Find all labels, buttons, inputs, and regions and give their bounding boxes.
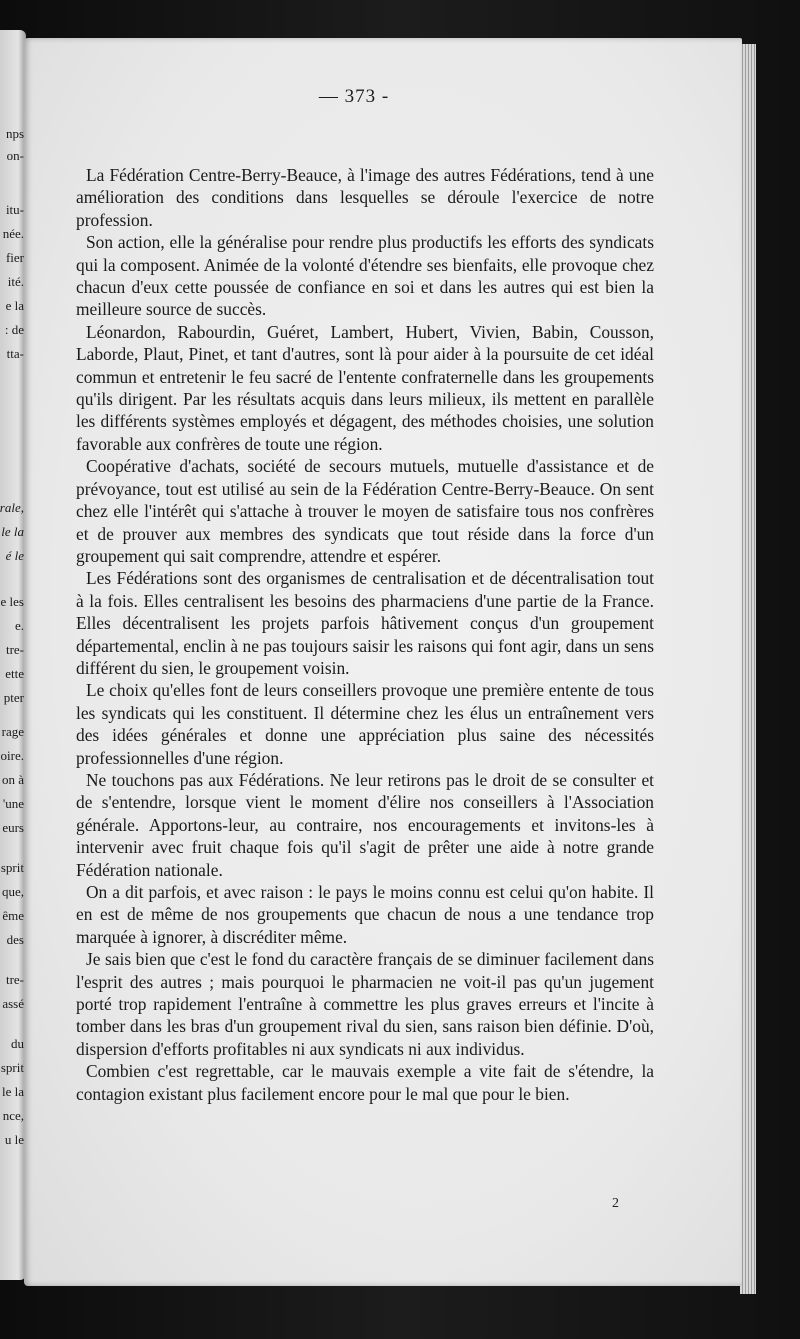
facing-page-text: sprit: [0, 1060, 24, 1075]
facing-page-text: que,: [1, 884, 24, 899]
facing-page-text: rage: [1, 724, 24, 739]
facing-page-text: 'une: [2, 796, 24, 811]
page-number: — 373 -: [318, 86, 390, 107]
facing-page-text: tre-: [5, 642, 24, 657]
facing-page-text: pter: [3, 690, 24, 705]
facing-page-text: ette: [5, 666, 24, 681]
facing-page-text: tre-: [5, 972, 24, 987]
facing-page-text: e.: [14, 618, 24, 633]
body-text: [76, 164, 654, 1105]
facing-page-text: nps: [5, 126, 24, 141]
facing-page-text: ême: [2, 908, 24, 923]
facing-page-text: on-: [6, 148, 24, 163]
paragraph: Les Fédérations sont des organismes de centralisation et de décentralisation tout à la fois. Elles centralisent les besoins des pharmaciens d'une partie de la France. Elles décentralisent les projets parfois hâtivement conçus d'un groupement départemental, enclin à ne pas toujours saisir les raisons qui font agir, dans un sens différent du sien, le groupement voisin.: [76, 568, 654, 678]
book-page: [24, 38, 742, 1286]
facing-page-text: u le: [4, 1132, 24, 1147]
paragraph: Je sais bien que c'est le fond du caractère français de se diminuer facilement dans l'esprit des autres ; mais pourquoi le pharmacien ne voit-il pas qu'un jugement porté trop rapidement l'entraîne à commettre les plus graves erreurs et l'incite à tomber dans les bras d'un groupement rival du sien, sans raison bien définie. D'où, dispersion d'efforts profitables ni aux syndicats ni aux individus.: [76, 949, 654, 1059]
facing-page-text: le la: [1, 524, 24, 539]
page-stack-edges: [740, 44, 756, 1294]
paragraph: Ne touchons pas aux Fédérations. Ne leur retirons pas le droit de se consulter et de s'entendre, lorsque vient le moment d'élire nos conseillers à l'Association générale. Apportons-leur, au contraire, nos encouragements et invitons-les à intervenir avec fruit chaque fois qu'il s'agit de prêter une aide à notre grande Fédération nationale.: [76, 769, 654, 880]
facing-page-text: ité.: [7, 274, 24, 289]
paragraph: Son action, elle la généralise pour rendre plus productifs les efforts des syndicats qui la composent. Animée de la volonté d'étendre ses bienfaits, elle provoque chez chacun d'eux cette poussée de confiance en soi et dans les autres qui est bien la meilleure source de succès.: [76, 232, 654, 320]
facing-page-text: tta-: [6, 346, 24, 361]
paragraph: Combien c'est regrettable, car le mauvais exemple a vite fait de s'étendre, la contagion existant plus facilement encore pour le mal que pour le bien.: [76, 1061, 654, 1104]
facing-page-text: assé: [2, 996, 24, 1011]
facing-page-text: é le: [5, 548, 24, 563]
facing-page-text: : de: [4, 322, 24, 337]
signature-mark: 2: [612, 1196, 619, 1211]
facing-page-text: sprit: [0, 860, 24, 875]
paragraph: Le choix qu'elles font de leurs conseillers provoque une première entente de tous les syndicats qui les constituent. Il détermine chez les élus un entraînement vers des idées générales et donne une appréciation plus saine des nécessités professionnelles d'une région.: [76, 680, 654, 768]
facing-page-text: e la: [5, 298, 24, 313]
facing-page-text: fier: [5, 250, 24, 265]
facing-page-text: on à: [1, 772, 24, 787]
facing-page-text: e les: [0, 594, 24, 609]
paragraph: Coopérative d'achats, société de secours mutuels, mutuelle d'assistance et de prévoyance, tout est utilisé au sein de la Fédération Centre-Berry-Beauce. On sent chez elle l'intérêt qui s'attache à trouver le moyen de satisfaire tous nos confrères et de prouver aux membres des syndicats que tout réside dans la force d'un groupement qui sait comprendre, attendre et espérer.: [76, 456, 654, 566]
facing-page-text: itu-: [5, 202, 24, 217]
paragraph: On a dit parfois, et avec raison : le pays le moins connu est celui qu'on habite. Il en est de même de nos groupements que chacun de nous a une tendance trop marquée à ignorer, à discréditer même.: [76, 882, 654, 947]
facing-page-text: le la: [1, 1084, 24, 1099]
paragraph: Léonardon, Rabourdin, Guéret, Lambert, Hubert, Vivien, Babin, Cousson, Laborde, Plaut, Pinet, et tant d'autres, sont là pour aider à la poursuite de cet idéal commun et entretenir le feu sacré de l'entente confraternelle dans les groupements qu'ils dirigent. Par les résultats acquis dans leurs milieux, ils mettent en parallèle les différents systèmes employés et dégagent, des méthodes choisies, une solution favorable aux confrères de toute une région.: [76, 321, 654, 454]
facing-page-text: des: [6, 932, 24, 947]
facing-page-text: oire.: [0, 748, 24, 763]
facing-page-edge: [0, 30, 26, 1280]
paragraph: La Fédération Centre-Berry-Beauce, à l'image des autres Fédérations, tend à une amélioration des conditions dans lesquelles se déroule l'exercice de notre profession.: [76, 165, 654, 230]
facing-page-text: du: [11, 1036, 24, 1051]
facing-page-text: nce,: [2, 1108, 24, 1123]
facing-page-text: rale,: [0, 500, 24, 515]
facing-page-text: eurs: [2, 820, 24, 835]
facing-page-text: née.: [2, 226, 24, 241]
